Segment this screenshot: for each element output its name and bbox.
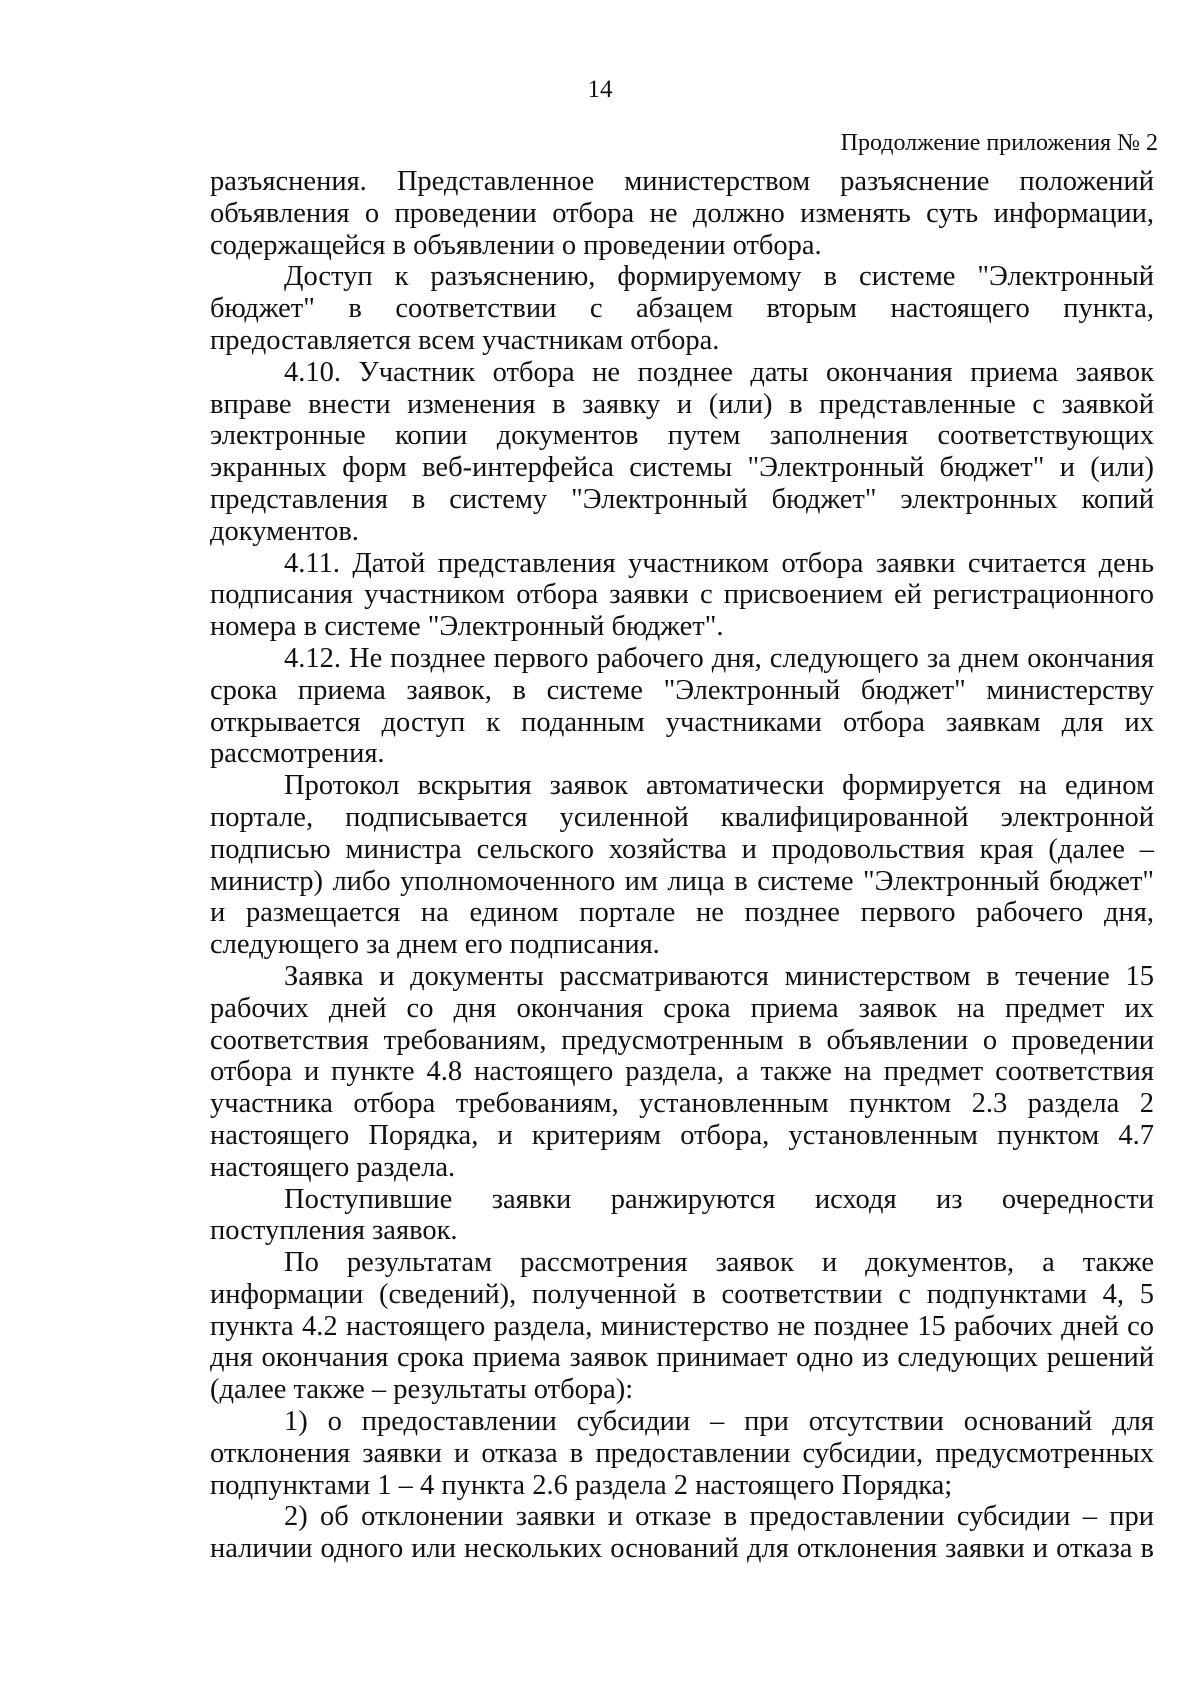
list-item-2-reject-application: 2) об отклонении заявки и отказе в предоставлении субсидии – при наличии одного или нескольких оснований для отклонения заявки и отказа в — [210, 1501, 1154, 1565]
page-number: 14 — [587, 76, 613, 103]
list-item-1-grant-subsidy: 1) о предоставлении субсидии – при отсутствии оснований для отклонения заявки и отказа в предоставлении субсидии, предусмотренных подпунктами 1 – 4 пункта 2.6 раздела 2 настоящего Порядка; — [210, 1406, 1154, 1501]
paragraph-4-11: 4.11. Датой представления участником отбора заявки считается день подписания участником отбора заявки с присвоением ей регистрационного номера в системе "Электронный бюджет". — [210, 547, 1154, 643]
paragraph-ranking: Поступившие заявки ранжируются исходя из очередности поступления заявок. — [210, 1183, 1154, 1247]
paragraph-clarification-end: разъяснения. Представленное министерством разъяснение положений объявления о проведении отбора не должно изменять суть информации, содержащейся в объявлении о проведении отбора. — [210, 166, 1154, 261]
paragraph-review-period: Заявка и документы рассматриваются министерством в течение 15 рабочих дней со дня окончания срока приема заявок на предмет их соответствия требованиям, предусмотренным в объявлении о проведении отбора и пункте 4.8 настоящего раздела, а также на предмет соответствия участника отбора требованиям, установленным пунктом 2.3 раздела 2 настоящего Порядка, и критериям отбора, установленным пунктом 4.7 настоящего раздела. — [210, 960, 1154, 1183]
appendix-continuation-note: Продолжение приложения № 2 — [840, 130, 1158, 156]
paragraph-opening-protocol: Протокол вскрытия заявок автоматически формируется на едином портале, подписывается усиленной квалифицированной электронной подписью министра сельского хозяйства и продовольствия края (далее – министр) либо уполномоченного им лица в системе "Электронный бюджет" и размещается на едином портале не позднее первого рабочего дня, следующего за днем его подписания. — [210, 770, 1154, 961]
paragraph-review-results: По результатам рассмотрения заявок и документов, а также информации (сведений), полученной в соответствии с подпунктами 4, 5 пункта 4.2 настоящего раздела, министерство не позднее 15 рабочих дней со дня окончания срока приема заявок принимает одно из следующих решений (далее также – результаты отбора): — [210, 1247, 1154, 1406]
paragraph-access-to-clarification: Доступ к разъяснению, формируемому в системе "Электронный бюджет" в соответствии с абзацем вторым настоящего пункта, предоставляется всем участникам отбора. — [210, 261, 1154, 356]
paragraph-4-12: 4.12. Не позднее первого рабочего дня, следующего за днем окончания срока приема заявок, в системе "Электронный бюджет" министерству открывается доступ к поданным участниками отбора заявкам для их рассмотрения. — [210, 642, 1154, 770]
paragraph-4-10: 4.10. Участник отбора не позднее даты окончания приема заявок вправе внести изменения в заявку и (или) в представленные с заявкой электронные копии документов путем заполнения соответствующих экранных форм веб-интерфейса системы "Электронный бюджет" и (или) представления в систему "Электронный бюджет" электронных копий документов. — [210, 356, 1154, 547]
document-body — [210, 166, 1154, 1565]
